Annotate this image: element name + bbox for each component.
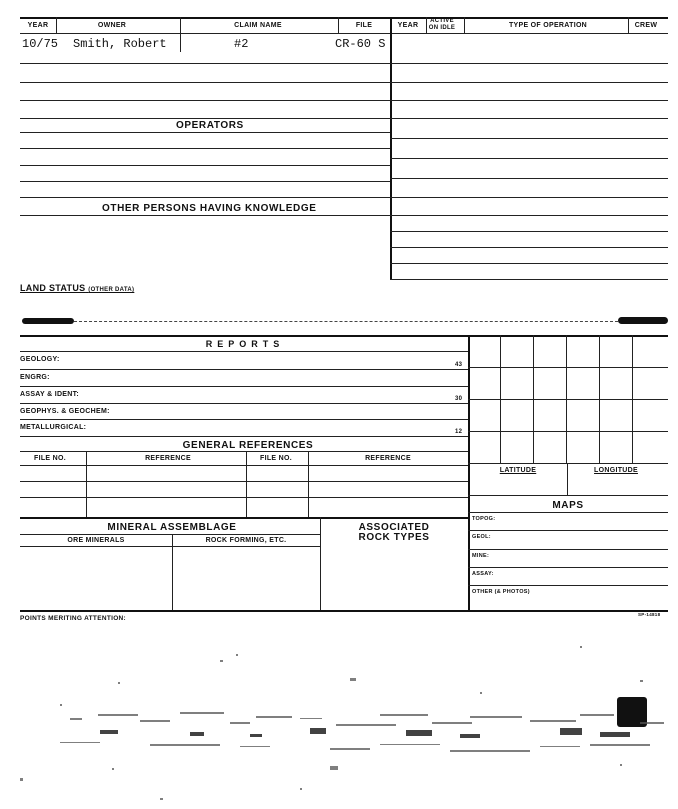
row-line — [390, 118, 668, 119]
top-border — [20, 17, 668, 19]
form-number: SP-14818 — [638, 612, 661, 617]
ref-col-reference-1: REFERENCE — [145, 455, 191, 462]
reports-metallurgical-num: 12 — [455, 429, 463, 435]
divider — [86, 451, 87, 517]
divider — [172, 534, 173, 610]
entry-claim: #2 — [234, 37, 249, 51]
row-line — [390, 82, 668, 83]
general-references-heading: GENERAL REFERENCES — [182, 440, 314, 451]
latitude-label: LATITUDE — [499, 467, 537, 474]
ore-minerals-col: ORE MINERALS — [67, 537, 125, 544]
row-line — [20, 197, 390, 198]
row-line — [390, 215, 668, 216]
row-line — [20, 403, 468, 404]
row-line — [20, 118, 390, 119]
row-line — [20, 100, 390, 101]
mineral-top-border — [20, 517, 468, 519]
other-persons-heading: OTHER PERSONS HAVING KNOWLEDGE — [102, 203, 317, 214]
file-header: FILE — [355, 22, 373, 29]
grid-line — [468, 463, 668, 464]
divider — [246, 451, 247, 517]
longitude-label: LONGITUDE — [594, 467, 638, 474]
row-line — [390, 138, 668, 139]
entry-date: 10/75 — [22, 37, 59, 51]
row-line — [468, 567, 668, 568]
reports-metallurgical-label: METALLURGICAL: — [20, 424, 87, 431]
row-line — [20, 165, 390, 166]
operators-heading: OPERATORS — [176, 120, 244, 131]
row-line — [20, 386, 468, 387]
row-line — [468, 585, 668, 586]
separator-line — [74, 321, 618, 322]
on-idle-header: ON IDLE — [428, 25, 456, 31]
row-line — [468, 512, 668, 513]
associated-heading: ASSOCIATED — [358, 522, 430, 533]
header-bottom-line — [20, 33, 668, 34]
owner-header: OWNER — [97, 22, 127, 29]
row-line — [390, 197, 668, 198]
row-line — [468, 495, 668, 496]
divider — [320, 517, 321, 610]
maps-heading: MAPS — [552, 500, 584, 511]
divider — [426, 17, 427, 33]
claim-name-header: CLAIM NAME — [234, 22, 282, 29]
row-line — [20, 497, 468, 498]
reports-geophys-label: GEOPHYS. & GEOCHEM: — [20, 408, 110, 415]
divider — [464, 17, 465, 33]
maps-assay-label: ASSAY: — [472, 571, 494, 577]
divider — [628, 17, 629, 33]
row-line — [20, 546, 320, 547]
right-panel-divider — [468, 335, 470, 610]
land-status-heading — [20, 283, 134, 293]
scan-noise — [0, 640, 678, 809]
grid-line — [468, 431, 668, 432]
row-line — [390, 63, 668, 64]
crew-header: CREW — [634, 22, 658, 29]
maps-mine-label: MINE: — [472, 553, 490, 559]
entry-file: CR-60 S — [335, 37, 386, 51]
year-header-right: YEAR — [397, 22, 419, 29]
row-line — [20, 451, 468, 452]
row-line — [20, 436, 468, 437]
row-line — [390, 263, 668, 264]
row-line — [390, 100, 668, 101]
mineral-assemblage-heading: MINERAL ASSEMBLAGE — [107, 522, 237, 533]
points-meriting-attention-label: POINTS MERITING ATTENTION: — [20, 615, 127, 622]
row-line — [20, 465, 468, 466]
land-status-note: (OTHER DATA) — [88, 287, 135, 293]
ink-blot — [22, 318, 74, 324]
row-line — [20, 481, 468, 482]
rock-forming-col: ROCK FORMING, ETC. — [205, 537, 287, 544]
row-line — [20, 369, 468, 370]
row-line — [20, 132, 390, 133]
reports-assay-label: ASSAY & IDENT: — [20, 391, 80, 398]
row-line — [20, 419, 468, 420]
row-line — [20, 215, 390, 216]
row-line — [390, 279, 668, 280]
year-header: YEAR — [27, 22, 49, 29]
rock-types-heading: ROCK TYPES — [358, 532, 430, 543]
center-divider — [390, 17, 392, 279]
grid-line — [468, 399, 668, 400]
ref-col-reference-2: REFERENCE — [365, 455, 411, 462]
reports-engrg-label: ENGRG: — [20, 374, 50, 381]
divider — [567, 463, 568, 495]
reports-heading: REPORTS — [205, 339, 285, 349]
grid-line — [468, 367, 668, 368]
row-line — [20, 82, 390, 83]
entry-owner: Smith, Robert — [73, 37, 167, 51]
maps-geol-label: GEOL: — [472, 534, 491, 540]
row-line — [390, 231, 668, 232]
ref-col-file-no-2: FILE NO. — [260, 455, 292, 462]
row-line — [20, 148, 390, 149]
ref-col-file-no-1: FILE NO. — [34, 455, 66, 462]
bottom-border — [20, 610, 668, 612]
ink-blot — [618, 317, 668, 324]
type-of-operation-header: TYPE OF OPERATION — [508, 22, 588, 29]
active-header: ACTIVE — [430, 18, 454, 24]
row-line — [20, 351, 468, 352]
divider — [308, 451, 309, 517]
reports-assay-num: 30 — [455, 396, 463, 402]
divider — [338, 17, 339, 33]
row-line — [20, 534, 320, 535]
reports-geology-label: GEOLOGY: — [20, 356, 60, 363]
reports-top-border — [20, 335, 668, 337]
row-line — [390, 247, 668, 248]
row-line — [20, 181, 390, 182]
reports-geology-num: 43 — [455, 362, 463, 368]
maps-other-label: OTHER (& PHOTOS) — [472, 589, 530, 595]
row-line — [468, 530, 668, 531]
maps-topog-label: TOPOG: — [472, 516, 496, 522]
row-line — [390, 158, 668, 159]
row-line — [468, 549, 668, 550]
land-status-label: LAND STATUS — [20, 283, 86, 293]
row-line — [390, 178, 668, 179]
divider — [180, 17, 181, 52]
row-line — [20, 63, 390, 64]
divider — [56, 17, 57, 33]
